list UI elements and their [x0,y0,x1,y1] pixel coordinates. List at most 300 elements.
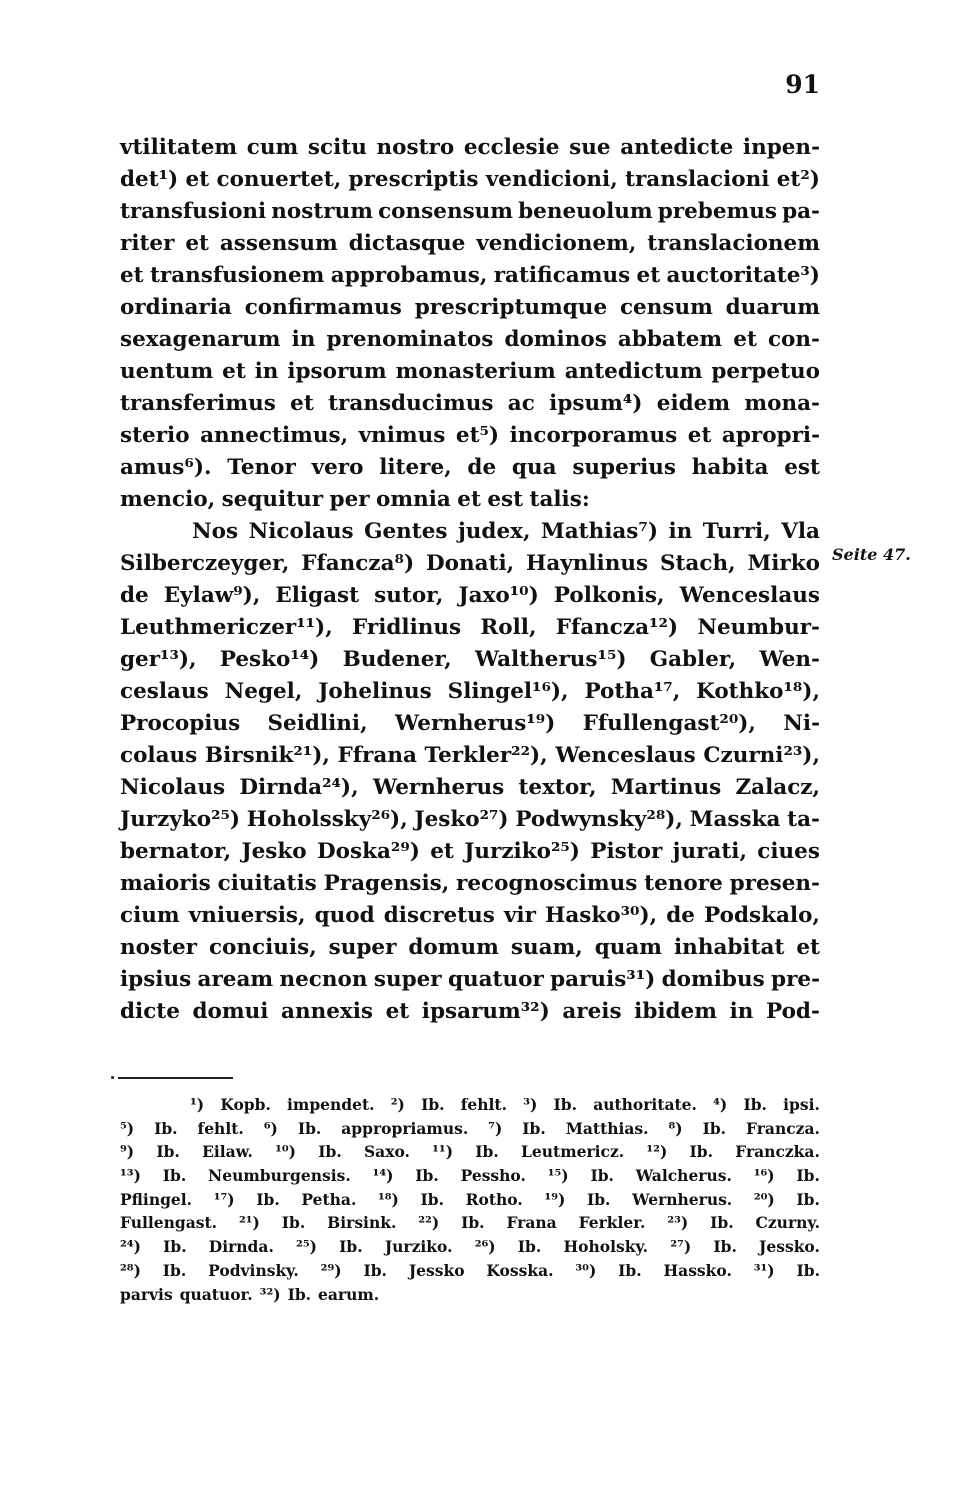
word: Kosska. [486,1260,554,1280]
word: approbamus, [330,263,488,288]
word: vero [311,455,364,480]
word: Ib. [618,1260,642,1280]
word: Pragensis, [323,871,450,896]
word: Gabler, [649,647,737,672]
word: domui [192,999,269,1024]
word: Rotho. [465,1189,523,1209]
word: ciuitatis [217,871,317,896]
word: per [329,487,370,512]
word: duarum [725,295,820,320]
word: Budener, [342,647,452,672]
word: beneuolum [518,199,653,224]
word: Birsink. [327,1213,397,1233]
word: Jurziko. [384,1237,453,1257]
word: Fullengast. [120,1213,218,1233]
word: Ib. [710,1213,734,1233]
word: est [487,487,524,512]
word: pre- [771,967,820,992]
word: ⁷) [488,1118,503,1138]
word: antedicte [620,135,734,160]
word: authoritate. [593,1095,697,1114]
word: et [636,263,661,288]
word: in [254,359,279,384]
word: annexis [281,999,373,1024]
word: Dirnda²⁴), [239,775,359,800]
word: appropriamus. [341,1118,469,1138]
word: Eligast [275,583,360,608]
word: paruis³¹) [550,967,656,992]
word: vendicioni, [485,167,618,192]
word: Ib. [162,1166,187,1186]
word: Czurny. [755,1213,820,1233]
word: ²³) [667,1213,689,1233]
word: ipsarum³²) [421,999,550,1024]
word: sequitur [221,487,324,512]
word: quatuor [447,967,544,992]
word: et [290,391,314,416]
word: domum [408,935,499,960]
word: ¹⁵) [547,1166,569,1186]
margin-note: Seite 47. [832,545,911,564]
word: confirmamus [244,295,402,320]
word: Haynlinus [526,551,649,576]
word: nostro [376,135,455,160]
text-line [120,964,820,996]
word: Ffrana [337,743,417,768]
text-line [120,132,820,164]
word: omnia [376,487,451,512]
word: ⁹) [120,1142,135,1162]
word: Podwynsky²⁸), [515,807,683,832]
word: ¹³) [120,1166,141,1186]
word: earum. [318,1284,380,1304]
word: Potha¹⁷, [584,679,681,704]
word: Hasko³⁰), [545,903,658,928]
word: de [120,583,149,608]
page-number: 91 [785,70,820,99]
word: dictasque [348,231,466,256]
word: Ib. [415,1166,439,1186]
word: jurati, [672,839,747,864]
word: prebemus [657,199,778,224]
text-line [120,164,820,196]
word: vendicionem, [476,231,637,256]
word: ordinaria [120,295,232,320]
word: ceslaus [120,679,209,704]
word: annectimus, [200,423,349,448]
word: Frana [506,1213,557,1233]
word: litere, [379,455,452,480]
word: quam [594,935,663,960]
word: qua [511,455,557,480]
word: sterio [120,423,190,448]
word: vir [503,903,536,928]
word: Saxo. [363,1142,410,1162]
word: quatuor. [179,1284,253,1304]
text-line [120,324,820,356]
footnote-line [120,1283,820,1307]
word: Ib. [154,1118,178,1138]
word: est [784,455,820,480]
word: conuertet, [216,167,342,192]
word: inhabitat [674,935,785,960]
word: perpetuo [711,359,820,384]
footnote-line [120,1211,820,1235]
footnote-line [120,1188,820,1212]
word: bernator, [120,839,232,864]
word: Gentes [364,519,448,544]
word: Pessho. [460,1166,526,1186]
word: Jesko [241,839,307,864]
word: vnimus [358,423,446,448]
word: super [328,935,397,960]
word: ⁵) [120,1118,135,1138]
word: et [222,359,246,384]
word: Walcherus. [635,1166,732,1186]
word: Ib. [256,1189,280,1209]
word: Eilaw. [202,1142,253,1162]
footnote-line [120,1164,820,1188]
word: Pistor [590,839,663,864]
word: mencio, [120,487,216,512]
word: cium [120,903,180,928]
word: ipsum⁴) [549,391,643,416]
word: Kopb. [220,1095,271,1114]
word: monasterium [395,359,556,384]
word: Leutmericz. [521,1142,625,1162]
word: de [467,455,497,480]
word: Neumbur- [697,615,820,640]
text-line [120,516,820,548]
word: assensum [219,231,338,256]
text-line [120,740,820,772]
word: Czurni²³), [703,743,820,768]
word: et [457,487,481,512]
word: ⁸) [668,1118,683,1138]
word: Ferkler. [578,1213,646,1233]
word: prenominatos [326,327,494,352]
word: Jessko [408,1260,465,1280]
word: presen- [729,871,820,896]
word: eidem [656,391,731,416]
word: conciuis, [208,935,317,960]
word: Ib. [796,1166,820,1186]
word: abbatem [617,327,723,352]
text-line [120,868,820,900]
word: Martinus [610,775,722,800]
word: Podvinsky. [208,1260,299,1280]
main-text [120,132,820,1028]
word: Seidlini, [267,711,368,736]
text-line [120,676,820,708]
word: ⁴) [713,1095,728,1114]
text-line [120,932,820,964]
word: Ib. [281,1213,306,1233]
word: maioris [120,871,211,896]
word: Procopius [120,711,241,736]
word: transfusionem [149,263,325,288]
word: transducimus [328,391,494,416]
word: noster [120,935,198,960]
word: Hassko. [663,1260,732,1280]
word: Jurziko²⁵) [464,839,580,864]
word: Wen- [759,647,820,672]
footnote-marker-dot [111,1076,114,1079]
word: textor, [518,775,597,800]
word: discretus [383,903,495,928]
word: vtilitatem [120,135,238,160]
word: ⁶) [263,1118,278,1138]
word: transfusioni [120,199,267,224]
word: et [796,935,820,960]
word: tenore [644,871,723,896]
word: inpen- [742,135,820,160]
word: Ib. [363,1260,387,1280]
word: Tenor [227,455,296,480]
word: Johelinus [318,679,432,704]
word: ciues [757,839,820,864]
word: Ib. [796,1260,820,1280]
word: Jaxo¹⁰) [458,583,539,608]
footnote-rule [118,1077,233,1079]
text-line [120,484,820,516]
word: ¹⁹) [544,1189,566,1209]
word: transferimus [120,391,276,416]
word: Ib. [461,1213,485,1233]
word: con- [767,327,820,352]
word: Matthias. [565,1118,649,1138]
word: det¹) [120,167,179,192]
word: in [291,327,316,352]
word: aream [197,967,274,992]
word: scitu [307,135,367,160]
word: Masska [689,807,781,832]
word: Ib. [339,1237,363,1257]
text-line [120,420,820,452]
word: Ffullengast²⁰), [582,711,756,736]
word: Waltherus¹⁵) [474,647,627,672]
word: ²⁹) [320,1260,342,1280]
word: translacioni [625,167,770,192]
word: et [385,999,410,1024]
word: ³) [523,1095,538,1114]
word: Wernherus [372,775,505,800]
word: quod [314,903,375,928]
word: ²) [390,1095,405,1114]
word: Ib. [156,1142,180,1162]
word: Slingel¹⁶), [447,679,569,704]
word: recognoscimus [456,871,638,896]
word: ac [507,391,535,416]
word: ²⁵) [296,1237,317,1257]
word: Petha. [301,1189,357,1209]
word: in [729,999,754,1024]
word: ¹¹) [432,1142,454,1162]
word: in [668,519,693,544]
text-line [120,996,820,1028]
footnotes [120,1093,820,1306]
word: ²⁷) [670,1237,692,1257]
word: Jurzyko²⁵) [120,807,241,832]
word: ²¹) [238,1213,260,1233]
word: areis [562,999,622,1024]
word: fehlt. [460,1095,507,1114]
word: Roll, [480,615,537,640]
word: Eylaw⁹), [163,583,261,608]
word: ²⁰) [753,1189,775,1209]
word: ipsius [120,967,192,992]
word: Wernherus¹⁹) [394,711,556,736]
word: ¹⁶) [753,1166,775,1186]
word: ¹⁴) [372,1166,394,1186]
word: Birsnik²¹), [204,743,330,768]
word: pa- [782,199,820,224]
text-line [120,836,820,868]
word: incorporamus [509,423,678,448]
word: Ib. [287,1284,312,1304]
word: Ib. [553,1095,577,1114]
word: Ib. [297,1118,322,1138]
word: Polkonis, [553,583,665,608]
word: et⁵) [455,423,500,448]
word: Pod- [766,999,820,1024]
text-line [120,900,820,932]
word: de [666,903,695,928]
word: Ib. [475,1142,499,1162]
word: ¹⁰) [275,1142,297,1162]
word: Pesko¹⁴) [219,647,320,672]
word: Hoholsky. [563,1237,649,1257]
word: censum [619,295,713,320]
word: translacionem [647,231,820,256]
text-line [120,804,820,836]
footnote-line [120,1235,820,1259]
text-line [120,772,820,804]
word: cum [246,135,299,160]
word: auctoritate³) [666,263,820,288]
word: prescriptis [348,167,479,192]
word: Wenceslaus [555,743,696,768]
footnote-line [120,1093,820,1117]
word: Ib. [163,1237,187,1257]
word: ²⁸) [120,1260,141,1280]
word: fehlt. [197,1118,244,1138]
word: Kothko¹⁸), [696,679,820,704]
word: ratificamus [493,263,631,288]
word: Ib. [318,1142,342,1162]
word: Jesko²⁷) [414,807,509,832]
text-line [120,708,820,740]
word: ¹⁸) [377,1189,399,1209]
word: Negel, [224,679,303,704]
word: ²⁴) [120,1237,141,1257]
word: Leuthmericzer¹¹), [120,615,333,640]
word: et [185,167,210,192]
word: consensum [378,199,514,224]
text-line [120,292,820,324]
word: Ib. [420,1189,445,1209]
word: Terkler²²), [424,743,548,768]
word: Nos [192,519,239,544]
word: judex, [458,519,531,544]
footnote-line [120,1259,820,1283]
word: colaus [120,743,198,768]
word: et [120,263,144,288]
word: domibus [661,967,765,992]
word: dominos [504,327,607,352]
word: Hoholssky²⁶), [246,807,408,832]
word: ipsi. [783,1095,820,1114]
word: amus⁶). [120,455,212,480]
word: prescriptumque [414,295,608,320]
text-line [120,196,820,228]
word: Jessko. [759,1237,820,1257]
word: Ib. [713,1237,737,1257]
word: Mirko [747,551,820,576]
word: ²²) [418,1213,440,1233]
word: Ib. [796,1189,820,1209]
word: Podskalo, [704,903,820,928]
text-line [120,228,820,260]
word: riter [120,231,175,256]
word: uentum [120,359,214,384]
word: Mathias⁷) [540,519,658,544]
word: Silberczeyger, [120,551,290,576]
text-line [120,388,820,420]
word: Ib. [689,1142,714,1162]
word: Wenceslaus [679,583,820,608]
word: Stach, [659,551,736,576]
word: parvis [120,1284,173,1304]
word: Nicolaus [120,775,226,800]
word: Nicolaus [248,519,354,544]
word: Ffancza⁸) [301,551,415,576]
word: vniuersis, [188,903,306,928]
word: ipsorum [287,359,387,384]
text-line [120,356,820,388]
word: Francza. [746,1118,820,1138]
word: antedictum [564,359,703,384]
word: et²) [776,167,820,192]
word: dicte [120,999,180,1024]
word: talis: [529,487,590,512]
footnote-line [120,1140,820,1164]
word: Ib. [517,1237,542,1257]
word: necnon [279,967,368,992]
word: nostrum [271,199,374,224]
word: ibidem [634,999,717,1024]
word: impendet. [287,1095,375,1114]
word: Doska²⁹) [316,839,420,864]
word: Ib. [421,1095,445,1114]
word: ³⁰) [575,1260,597,1280]
word: Vla [781,519,820,544]
word: habita [691,455,769,480]
word: apropri- [721,423,820,448]
word: Ib. [590,1166,614,1186]
text-line [120,644,820,676]
word: ³²) [259,1284,281,1304]
word: Fridlinus [352,615,462,640]
word: ¹) [190,1095,205,1114]
word: et [687,423,712,448]
text-line [120,612,820,644]
text-line [120,580,820,612]
word: Wernherus. [632,1189,733,1209]
word: ta- [787,807,820,832]
text-line [120,548,820,580]
word: Neumburgensis. [208,1166,351,1186]
